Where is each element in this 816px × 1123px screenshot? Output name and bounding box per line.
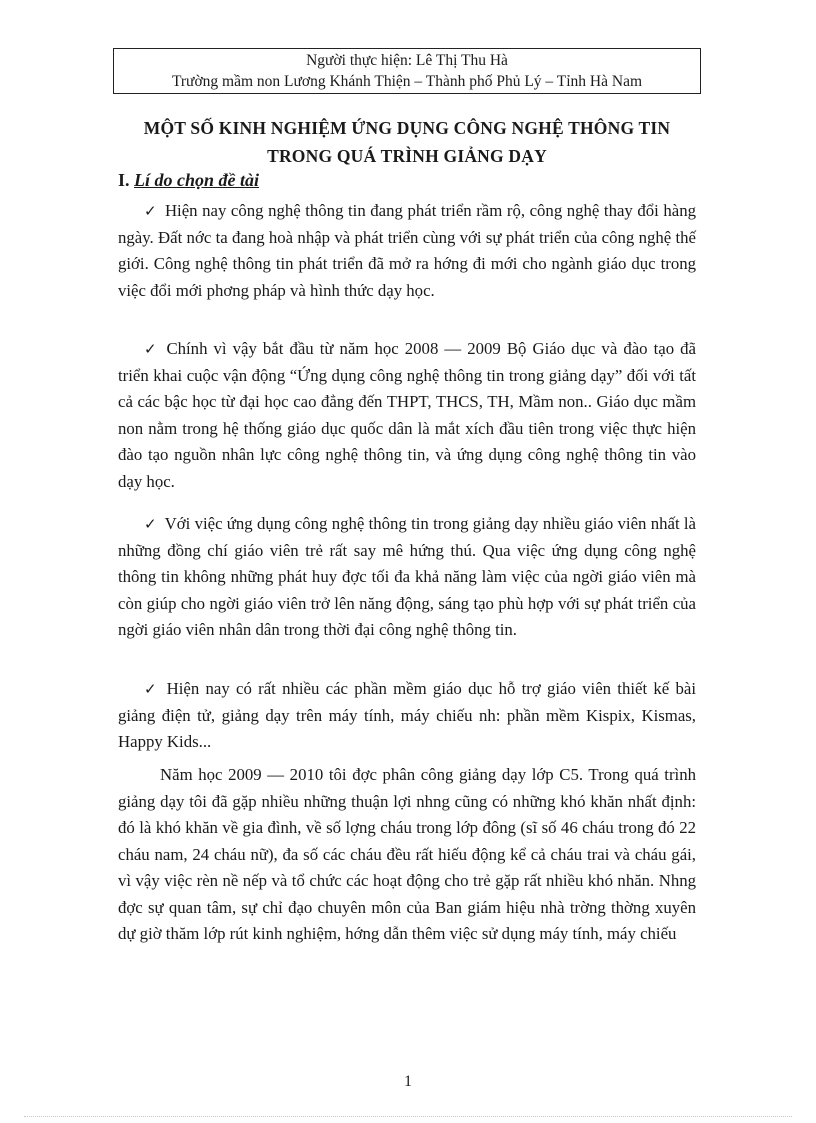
- page-number: 1: [404, 1073, 412, 1090]
- paragraph-2: [118, 336, 696, 495]
- author-line: Người thực hiện: Lê Thị Thu Hà: [306, 52, 508, 69]
- section-number: I.: [118, 170, 130, 190]
- checkmark-icon: ✓: [144, 202, 157, 220]
- school-line: Trường mầm non Lương Khánh Thiện – Thành phố Phủ Lý – Tỉnh Hà Nam: [171, 73, 643, 90]
- paragraph-text: Chính vì vậy bắt đầu từ năm học 2008 — 2009 Bộ Giáo dục và đào tạo đã triển khai cuộc vận động “Ứng dụng công nghệ thông tin trong giảng dạy” đối với tất cả các bậc học từ đại học cao đẳng đến THPT, THCS, TH, Mầm non.. Giáo dục mầm non nằm trong hệ thống giáo dục quốc dân là mắt xích đầu tiên trong việc thực hiện đào tạo nguồn nhân lực công nghệ thông tin, và ứng dụng công nghệ thông tin vào dạy học.: [118, 339, 696, 491]
- paragraph-text: Với việc ứng dụng công nghệ thông tin trong giảng dạy nhiều giáo viên nhất là những đồng chí giáo viên trẻ rất say mê hứng thú. Qua việc ứng dụng công nghệ thông tin không những phát huy đợc tối đa khả năng làm việc của ngời giáo viên mà còn giúp cho ngời giáo viên trở lên năng động, sáng tạo phù hợp với sự phát triển của ngời giáo viên nhân dân trong thời đại công nghệ thông tin.: [118, 514, 696, 639]
- document-title-line-2: TRONG QUÁ TRÌNH GIẢNG DẠY: [267, 146, 547, 166]
- paragraph-text: Hiện nay có rất nhiều các phần mềm giáo dục hỗ trợ giáo viên thiết kế bài giảng điện tử, giảng dạy trên máy tính, máy chiếu nh: phần mềm Kispix, Kismas, Happy Kids...: [118, 679, 696, 751]
- paragraph-4: [118, 676, 696, 756]
- section-title: Lí do chọn đề tài: [134, 170, 260, 190]
- paragraph-5: [118, 762, 696, 948]
- checkmark-icon: ✓: [144, 340, 159, 358]
- document-title-line-1: MỘT SỐ KINH NGHIỆM ỨNG DỤNG CÔNG NGHỆ THÔNG TIN: [143, 118, 671, 138]
- paragraph-3: [118, 511, 696, 644]
- section-heading: [118, 170, 259, 191]
- paragraph-text: Hiện nay công nghệ thông tin đang phát triển rầm rộ, công nghệ thay đổi hàng ngày. Đất nớc ta đang hoà nhập và phát triển cùng với sự phát triển của công nghệ thế giới. Công nghệ thông tin phát triển đã mở ra hớng đi mới cho ngành giáo dục trong việc đổi mới phơng pháp và hình thức dạy học.: [118, 201, 696, 300]
- checkmark-icon: ✓: [144, 515, 157, 533]
- checkmark-icon: ✓: [144, 680, 159, 698]
- author-info-box: [113, 48, 701, 94]
- footer-divider: [24, 1116, 792, 1117]
- paragraph-1: [118, 198, 696, 304]
- paragraph-text: Năm học 2009 — 2010 tôi đợc phân công giảng dạy lớp C5. Trong quá trình giảng dạy tôi đã gặp nhiều những thuận lợi nhng cũng có những khó khăn nhất định: đó là khó khăn về gia đình, về số lợng cháu trong lớp đông (sĩ số 46 cháu trong đó 22 cháu nam, 24 cháu nữ), đa số các cháu đều rất hiếu động kể cả cháu trai và cháu gái, vì vậy việc rèn nề nếp và tổ chức các hoạt động cho trẻ gặp rất nhiều khó nhăn. Nhng đợc sự quan tâm, sự chỉ đạo chuyên môn của Ban giám hiệu nhà trờng thờng xuyên dự giờ thăm lớp rút kinh nghiệm, hớng dẫn thêm việc sử dụng máy tính, máy chiếu: [118, 765, 696, 943]
